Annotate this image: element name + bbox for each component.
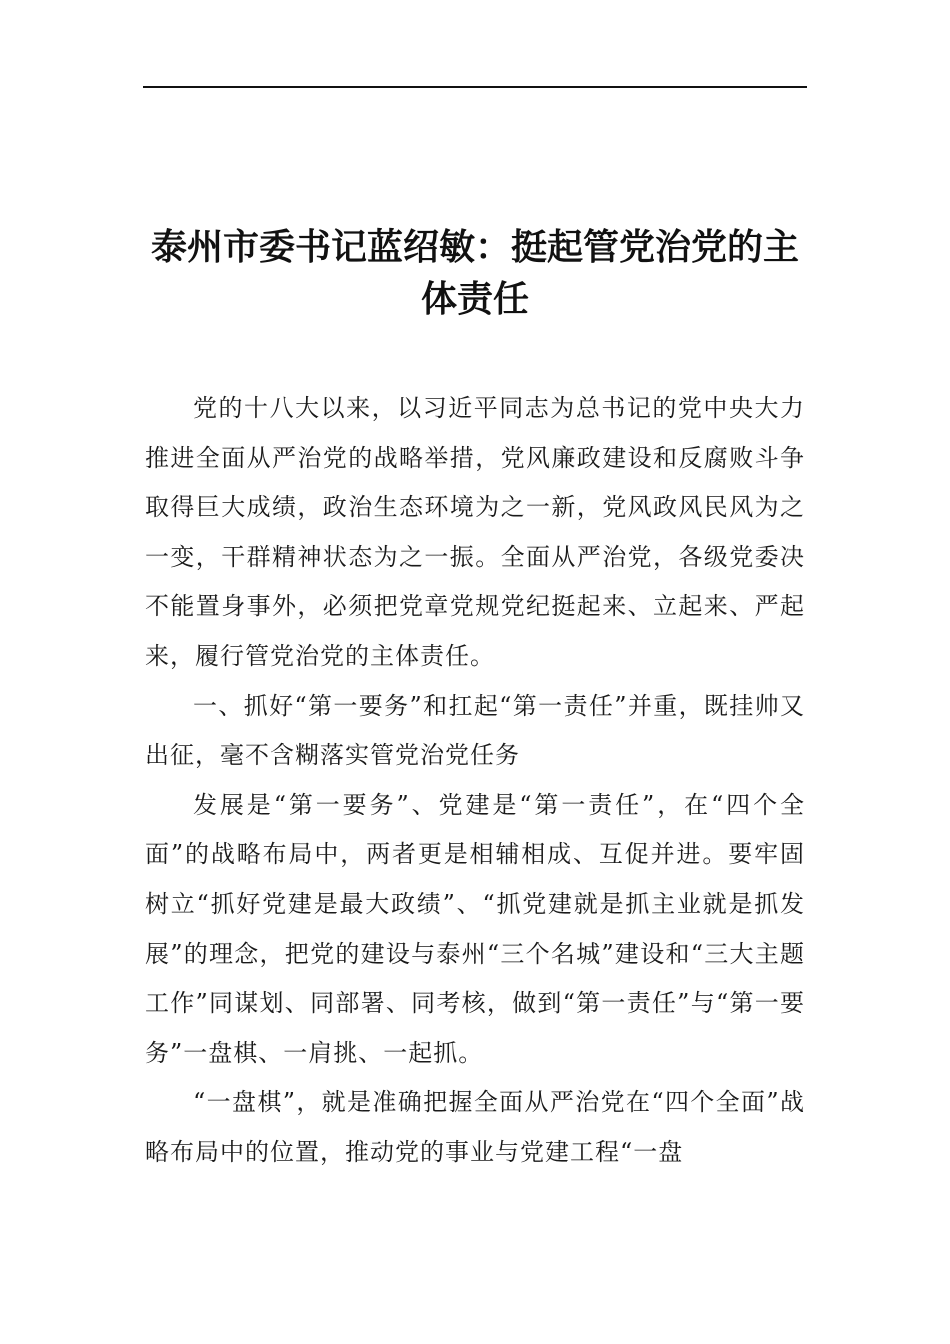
section-heading-1: 一、抓好“第一要务”和扛起“第一责任”并重，既挂帅又出征，毫不含糊落实管党治党任务 <box>145 691 805 770</box>
paragraph-intro: 党的十八大以来，以习近平同志为总书记的党中央大力推进全面从严治党的战略举措，党风廉政建设和反腐败斗争取得巨大成绩，政治生态环境为之一新，党风政风民风为之一变，干群精神状态为之一振。全面从严治党，各级党委决不能置身事外，必须把党章党规党纪挺起来、立起来、严起来，履行管党治党的主体责任。 <box>145 394 805 670</box>
document-title: 泰州市委书记蓝绍敏：挺起管党治党的主体责任 <box>150 227 799 320</box>
document-body <box>145 384 805 1178</box>
paragraph-section-1: 发展是“第一要务”、党建是“第一责任”，在“四个全面”的战略布局中，两者更是相辅相成、互促并进。要牢固树立“抓好党建是最大政绩”、“抓党建就是抓主业就是抓发展”的理念，把党的建设与泰州“三个名城”建设和“三大主题工作”同谋划、同部署、同考核，做到“第一责任”与“第一要务”一盘棋、一肩挑、一起抓。 <box>145 790 805 1067</box>
paragraph-one-chessboard: “一盘棋”，就是准确把握全面从严治党在“四个全面”战略布局中的位置，推动党的事业与党建工程“一盘 <box>145 1088 805 1166</box>
header-rule <box>143 86 807 88</box>
